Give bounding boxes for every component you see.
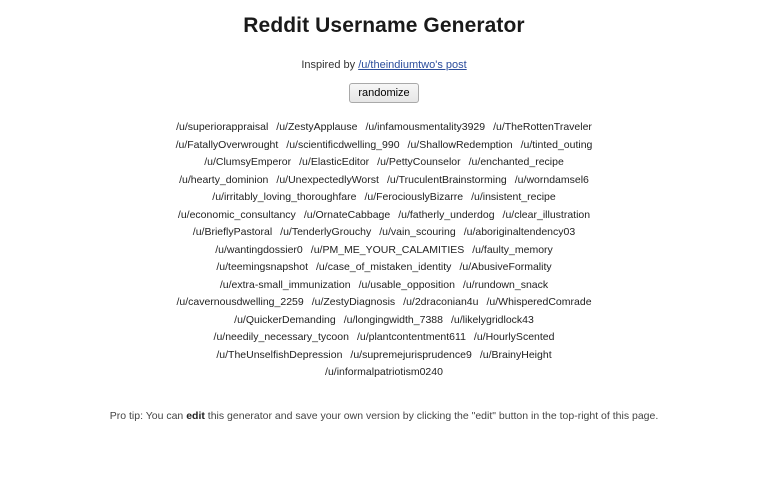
randomize-button-container [0, 71, 768, 103]
username-item: /u/FerociouslyBizarre [364, 191, 464, 203]
username-item: /u/case_of_mistaken_identity [316, 261, 452, 273]
username-item: /u/needily_necessary_tycoon [213, 331, 349, 343]
username-item: /u/plantcontentment611 [356, 331, 466, 343]
username-item: /u/worndamsel6 [514, 173, 589, 186]
username-item: /u/FatallyOverwrought [175, 138, 279, 151]
username-item: /u/clear_illustration [502, 208, 591, 221]
username-item: /u/UnexpectedlyWorst [276, 173, 379, 186]
username-item: /u/TheRottenTraveler [493, 121, 592, 133]
username-item: /u/ElasticEditor [299, 156, 370, 168]
randomize-button[interactable]: randomize [349, 83, 418, 103]
username-item: /u/aboriginaltendency03 [463, 226, 576, 238]
pro-tip [0, 383, 768, 422]
username-item: /u/informalpatriotism0240 [325, 366, 443, 378]
page-title: Reddit Username Generator [243, 14, 525, 37]
username-item: /u/BrieflyPastoral [192, 226, 273, 238]
username-item: /u/economic_consultancy [177, 208, 296, 221]
pro-tip-suffix: this generator and save your own version by clicking the "edit" button in the top-right of this page. [204, 409, 659, 422]
username-item: /u/fatherly_underdog [398, 208, 495, 221]
username-item: /u/insistent_recipe [471, 191, 556, 203]
username-item: /u/scientificdwelling_990 [286, 138, 400, 151]
username-item: /u/TenderlyGrouchy [280, 226, 372, 238]
username-item: /u/likelygridlock43 [450, 313, 534, 326]
username-item: /u/enchanted_recipe [468, 156, 564, 168]
inspiration-link[interactable]: /u/theindiumtwo's post [358, 59, 467, 71]
username-list [169, 103, 599, 383]
username-item: /u/supremejurisprudence9 [350, 348, 472, 361]
username-item: /u/PettyCounselor [377, 156, 461, 168]
username-item: /u/TruculentBrainstorming [386, 173, 507, 186]
username-item: /u/WhisperedComrade [486, 296, 592, 308]
username-item: /u/hearty_dominion [179, 173, 269, 186]
inspired-by-line [0, 38, 768, 71]
username-item: /u/QuickerDemanding [234, 313, 336, 326]
username-item: /u/wantingdossier0 [215, 243, 303, 256]
username-item: /u/faulty_memory [472, 243, 553, 256]
username-item: /u/extra-small_immunization [219, 278, 351, 291]
username-item: /u/AbusiveFormality [459, 261, 552, 273]
username-item: /u/superiorappraisal [176, 121, 269, 133]
username-item: /u/longingwidth_7388 [343, 313, 443, 326]
username-item: /u/infamousmentality3929 [365, 121, 486, 133]
username-item: /u/2draconian4u [403, 296, 479, 308]
username-item: /u/ZestyDiagnosis [311, 296, 396, 308]
username-item: /u/teemingsnapshot [216, 261, 309, 273]
username-item: /u/ClumsyEmperor [204, 156, 292, 168]
username-item: /u/TheUnselfishDepression [216, 348, 343, 361]
username-item: /u/cavernousdwelling_2259 [176, 296, 304, 308]
username-item: /u/tinted_outing [520, 138, 593, 151]
inspired-by-prefix: Inspired by [301, 59, 359, 71]
username-item: /u/HourlyScented [473, 331, 555, 343]
username-item: /u/rundown_snack [462, 278, 549, 291]
username-item: /u/ShallowRedemption [407, 138, 513, 151]
username-item: /u/irritably_loving_thoroughfare [212, 191, 357, 203]
username-item: /u/usable_opposition [358, 278, 455, 291]
username-item: /u/ZestyApplause [276, 121, 358, 133]
pro-tip-prefix: Pro tip: You can [109, 409, 187, 422]
pro-tip-edit-word: edit [186, 409, 205, 422]
username-item: /u/PM_ME_YOUR_CALAMITIES [310, 243, 465, 256]
username-item: /u/BrainyHeight [479, 348, 552, 361]
username-item: /u/vain_scouring [379, 226, 456, 238]
username-item: /u/OrnateCabbage [303, 208, 391, 221]
